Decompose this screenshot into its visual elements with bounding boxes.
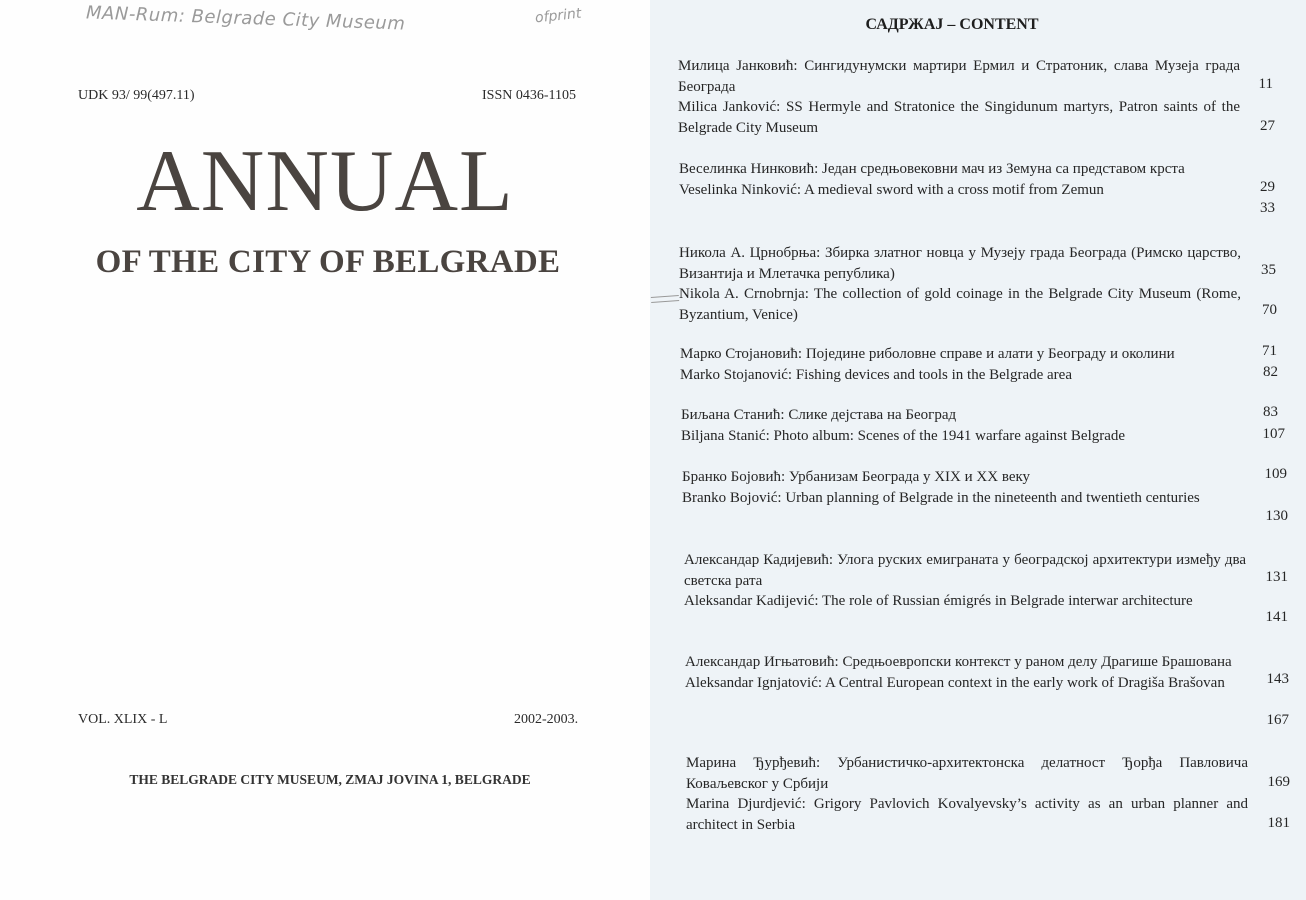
toc-page-number: 83 [1263, 404, 1278, 420]
toc-entry-en: Marko Stojanović: Fishing devices and tools in the Belgrade area [680, 366, 1072, 383]
toc-page-number: 109 [1264, 466, 1287, 482]
toc-page-number: 82 [1263, 364, 1278, 380]
toc-entry-sr: Александар Кадијевић: Улога руских емиграната у београдској архитектури између два светска рата [684, 552, 1246, 589]
toc-page-number: 33 [1260, 200, 1275, 216]
toc-page-number: 169 [1267, 774, 1290, 790]
toc-entry-en: Veselinka Ninković: A medieval sword with a cross motif from Zemun [679, 181, 1104, 198]
toc-entry-en: Biljana Stanić: Photo album: Scenes of the 1941 warfare against Belgrade [681, 427, 1126, 444]
toc-entry [678, 56, 1240, 138]
toc-entry-sr: Биљана Станић: Слике дејстава на Београд [681, 407, 957, 423]
handwritten-note: MAN-Rum: Belgrade City Museum [85, 2, 406, 35]
contents-heading: САДРЖАЈ – CONTENT [865, 16, 1039, 33]
issn-code: ISSN 0436-1105 [482, 88, 576, 103]
toc-entry-sr: Александар Игњатовић: Средњоевропски контекст у раном делу Драгише Брашована [685, 654, 1232, 670]
toc-entry-en: Marina Djurdjević: Grigory Pavlovich Kovalyevsky’s activity as an urban planner and architect in Serbia [686, 796, 1248, 833]
volume-years: 2002-2003. [514, 712, 579, 727]
toc-page-number: 143 [1266, 671, 1289, 687]
toc-entry-sr: Никола А. Црнобрња: Збирка златног новца у Музеју града Београда (Римско царство, Византија и Млетачка република) [679, 245, 1241, 282]
toc-entry-en: Milica Janković: SS Hermyle and Stratonice the Singidunum martyrs, Patron saints of the Belgrade City Museum [678, 99, 1240, 136]
toc-page-number: 131 [1265, 569, 1288, 585]
toc-entry [685, 652, 1247, 693]
toc-entry-en: Aleksandar Kadijević: The role of Russian émigrés in Belgrade interwar architecture [684, 593, 1193, 609]
toc-entry [680, 344, 1242, 385]
toc-entry-sr: Марко Стојановић: Поједине риболовне справе и алати у Београду и околини [680, 346, 1175, 362]
toc-page-number: 11 [1258, 76, 1273, 92]
toc-entry-sr: Милица Јанковић: Сингидунумски мартири Ермил и Стратоник, слава Музеја града Београда [678, 58, 1240, 95]
toc-entry-sr: Веселинка Нинковић: Један средњовековни мач из Земуна са представом крста [679, 161, 1185, 177]
toc-entry [679, 243, 1241, 325]
toc-page-number: 71 [1262, 343, 1277, 359]
toc-page-number: 27 [1260, 118, 1275, 134]
toc-entry [682, 467, 1244, 508]
journal-title: ANNUAL [136, 133, 514, 230]
udk-code: UDK 93/ 99(497.11) [78, 88, 195, 103]
publisher-line: THE BELGRADE CITY MUSEUM, ZMAJ JOVINA 1, BELGRADE [129, 772, 531, 787]
toc-entry [679, 159, 1241, 200]
cover-page [0, 0, 650, 900]
toc-entry-sr: Бранко Бојовић: Урбанизам Београда у XIX и XX веку [682, 469, 1031, 485]
volume-number: VOL. XLIX - L [78, 712, 168, 727]
toc-page-number: 29 [1260, 179, 1275, 195]
toc-page-number: 141 [1265, 609, 1288, 625]
toc-entry-sr: Марина Ђурђевић: Урбанистичко-архитектонска делатност Ђорђа Павловича Ковaљевског у Србији [686, 755, 1248, 792]
toc-entry [684, 550, 1246, 612]
toc-entry-en: Nikola A. Crnobrnja: The collection of gold coinage in the Belgrade City Museum (Rome, Byzantium, Venice) [679, 286, 1241, 323]
toc-page-number: 70 [1262, 302, 1277, 318]
toc-page-number: 130 [1265, 508, 1288, 524]
toc-entry [681, 405, 1243, 446]
toc-page-number: 167 [1266, 712, 1289, 728]
toc-entry-en: Aleksandar Ignjatović: A Central European context in the early work of Dragiša Brašovan [685, 674, 1225, 691]
toc-entry [686, 753, 1248, 835]
toc-page-number: 107 [1262, 426, 1285, 442]
toc-entry-en: Branko Bojović: Urban planning of Belgrade in the nineteenth and twentieth centuries [682, 489, 1200, 506]
toc-page-number: 35 [1261, 262, 1276, 278]
toc-page-number: 181 [1267, 815, 1290, 831]
journal-subtitle: OF THE CITY OF BELGRADE [95, 244, 561, 280]
handwritten-note-right: ofprint [534, 5, 583, 27]
